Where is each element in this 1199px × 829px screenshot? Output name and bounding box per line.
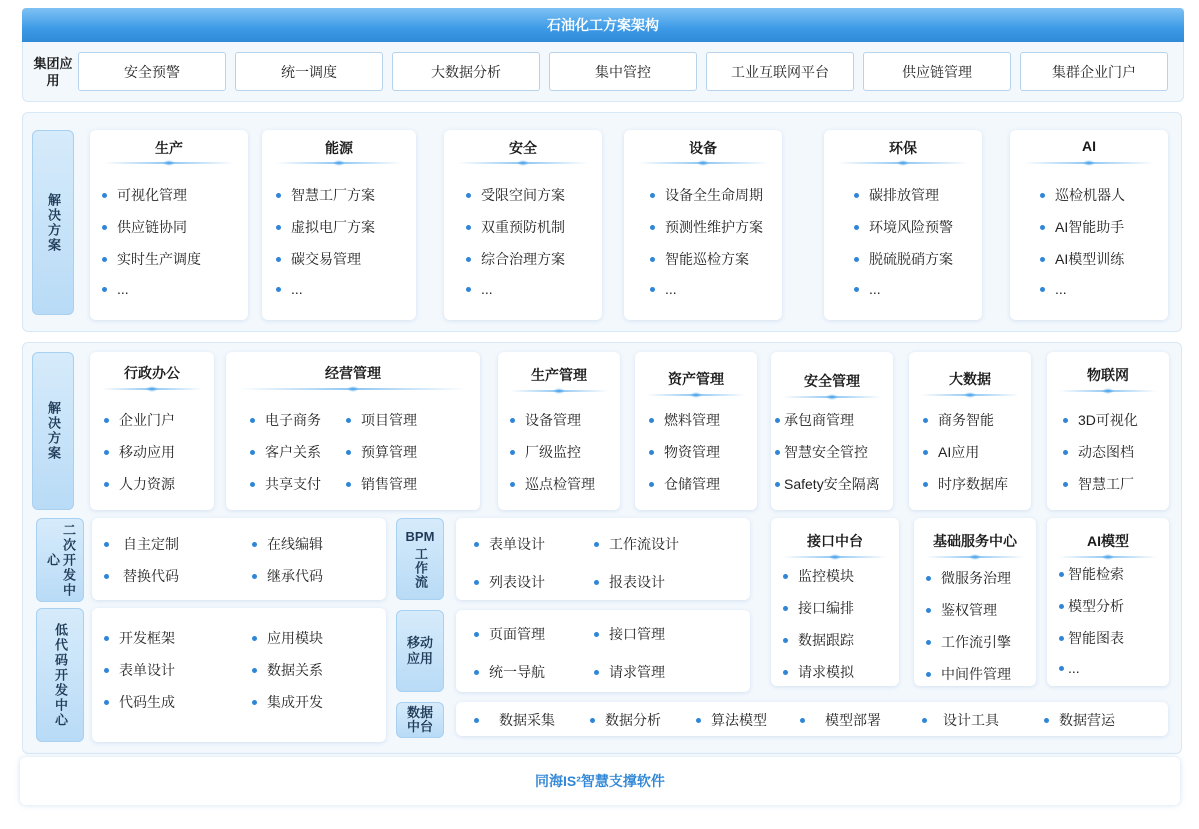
secondary-dev-card <box>92 518 386 600</box>
lowcode-tag: 低代码开发中心 <box>36 608 84 742</box>
group-app-big-data[interactable]: 大数据分析 <box>392 52 540 91</box>
list-item: 双重预防机制 <box>466 217 565 237</box>
list-item: 巡检机器人 <box>1040 185 1125 205</box>
list-item: 报表设计 <box>594 572 665 592</box>
lowcode-card <box>92 608 386 742</box>
page-title: 石油化工方案架构 <box>22 8 1184 42</box>
list-item: AI应用 <box>923 442 979 462</box>
solution-card-environment <box>824 130 982 320</box>
solution-card-safety <box>444 130 602 320</box>
list-item: 实时生产调度 <box>102 249 201 269</box>
list-item: 监控模块 <box>783 566 854 586</box>
list-item: 数据采集 <box>474 710 555 730</box>
group-app-central-control[interactable]: 集中管控 <box>549 52 697 91</box>
interface-hub-title: 接口中台 <box>807 533 863 549</box>
module-card-title: 物联网 <box>1087 367 1129 383</box>
list-item: 企业门户 <box>104 410 175 430</box>
solution-card-title: 设备 <box>689 140 717 156</box>
list-item: 时序数据库 <box>923 474 1008 494</box>
list-item: 设备管理 <box>510 410 581 430</box>
list-item: 页面管理 <box>474 624 545 644</box>
group-app-safety-warning[interactable]: 安全预警 <box>78 52 226 91</box>
group-apps-label: 集团应用 <box>33 56 73 88</box>
list-item: Safety安全隔离 <box>775 474 880 494</box>
module-card-title: 生产管理 <box>531 367 587 383</box>
group-app-unified-dispatch[interactable]: 统一调度 <box>235 52 383 91</box>
list-item: 3D可视化 <box>1063 410 1138 430</box>
solution-card-production <box>90 130 248 320</box>
bpm-tag <box>396 518 444 600</box>
list-item: 中间件管理 <box>926 664 1011 684</box>
list-item: 设计工具 <box>922 710 999 730</box>
list-item: 受限空间方案 <box>466 185 565 205</box>
list-item: 数据跟踪 <box>783 630 854 650</box>
list-item: ... <box>1059 660 1080 676</box>
list-item: 预算管理 <box>346 442 417 462</box>
module-card-admin <box>90 352 214 510</box>
mobile-card <box>456 610 750 692</box>
list-item: ... <box>276 281 303 297</box>
list-item: 供应链协同 <box>102 217 187 237</box>
list-item: 继承代码 <box>252 566 323 586</box>
list-item: 人力资源 <box>104 474 175 494</box>
module-card-production <box>498 352 620 510</box>
solution-card-title: 生产 <box>155 140 183 156</box>
list-item: 承包商管理 <box>775 410 854 430</box>
list-item: 表单设计 <box>474 534 545 554</box>
list-item: 共享支付 <box>250 474 321 494</box>
list-item: ... <box>466 281 493 297</box>
list-item: 动态图档 <box>1063 442 1134 462</box>
list-item: 模型部署 <box>800 710 881 730</box>
list-item: ... <box>650 281 677 297</box>
list-item: ... <box>1040 281 1067 297</box>
list-item: 虚拟电厂方案 <box>276 217 375 237</box>
list-item: 销售管理 <box>346 474 417 494</box>
datahub-card <box>456 702 1168 736</box>
module-card-assets <box>635 352 757 510</box>
list-item: ... <box>854 281 881 297</box>
list-item: 鉴权管理 <box>926 600 997 620</box>
group-app-iiot-platform[interactable]: 工业互联网平台 <box>706 52 854 91</box>
list-item: 综合治理方案 <box>466 249 565 269</box>
module-card-title: 安全管理 <box>804 373 860 389</box>
base-service-card <box>914 518 1036 686</box>
list-item: 巡点检管理 <box>510 474 595 494</box>
list-item: 智慧工厂方案 <box>276 185 375 205</box>
bpm-tag-label: 工作流 <box>413 547 428 589</box>
list-item: 智能图表 <box>1059 628 1124 648</box>
list-item: 数据营运 <box>1044 710 1115 730</box>
solution-card-equipment <box>624 130 782 320</box>
list-item: 电子商务 <box>250 410 321 430</box>
mobile-tag: 移动应用 <box>396 610 444 692</box>
list-item: 请求模拟 <box>783 662 854 682</box>
list-item: 可视化管理 <box>102 185 187 205</box>
list-item: 项目管理 <box>346 410 417 430</box>
solution-card-title: 环保 <box>889 140 917 156</box>
list-item: 在线编辑 <box>252 534 323 554</box>
footer-banner: 同海IS²智慧支撑软件 <box>20 757 1180 805</box>
list-item: AI模型训练 <box>1040 249 1124 269</box>
list-item: 数据分析 <box>590 710 661 730</box>
list-item: 微服务治理 <box>926 568 1011 588</box>
list-item: 预测性维护方案 <box>650 217 763 237</box>
list-item: 商务智能 <box>923 410 994 430</box>
list-item: 智慧安全管控 <box>775 442 868 462</box>
list-item: 替换代码 <box>104 566 179 586</box>
list-item: AI智能助手 <box>1040 217 1124 237</box>
solution-card-energy <box>262 130 416 320</box>
list-item: 环境风险预警 <box>854 217 953 237</box>
interface-hub-card <box>771 518 899 686</box>
solution-card-title: 安全 <box>509 140 537 156</box>
list-item: 表单设计 <box>104 660 175 680</box>
list-item: 智能检索 <box>1059 564 1124 584</box>
list-item: 工作流设计 <box>594 534 679 554</box>
solution-card-ai <box>1010 130 1168 320</box>
list-item: 开发框架 <box>104 628 175 648</box>
list-item: 仓储管理 <box>649 474 720 494</box>
list-item: 设备全生命周期 <box>650 185 763 205</box>
ai-model-card <box>1047 518 1169 686</box>
list-item: 工作流引擎 <box>926 632 1011 652</box>
module-card-title: 资产管理 <box>668 371 724 387</box>
list-item: 集成开发 <box>252 692 323 712</box>
list-item: 统一导航 <box>474 662 545 682</box>
solution-card-title: AI <box>1082 138 1096 154</box>
bpm-card <box>456 518 750 600</box>
list-item: 厂级监控 <box>510 442 581 462</box>
ai-model-title: AI模型 <box>1087 533 1129 549</box>
solution-card-title: 能源 <box>325 140 353 156</box>
list-item: 数据关系 <box>252 660 323 680</box>
list-item: 碳排放管理 <box>854 185 939 205</box>
list-item: 客户关系 <box>250 442 321 462</box>
module-card-business <box>226 352 480 510</box>
base-service-title: 基础服务中心 <box>933 533 1017 549</box>
datahub-tag: 数据中台 <box>396 702 444 738</box>
module-card-safety <box>771 352 893 510</box>
list-item: 应用模块 <box>252 628 323 648</box>
secondary-dev-tag: 二次开发中心 <box>36 518 84 602</box>
group-apps-panel <box>22 42 1184 102</box>
module-card-title: 行政办公 <box>124 365 180 381</box>
solutions-tag: 解决方案 <box>32 130 74 315</box>
list-item: 智能巡检方案 <box>650 249 749 269</box>
solutions2-tag: 解决方案 <box>32 352 74 510</box>
list-item: 移动应用 <box>104 442 175 462</box>
list-item: 碳交易管理 <box>276 249 361 269</box>
list-item: 接口编排 <box>783 598 854 618</box>
list-item: 脱硫脱硝方案 <box>854 249 953 269</box>
bpm-tag-label-top: BPM <box>405 529 435 544</box>
module-card-title: 大数据 <box>949 371 991 387</box>
list-item: 请求管理 <box>594 662 665 682</box>
list-item: 接口管理 <box>594 624 665 644</box>
list-item: 代码生成 <box>104 692 175 712</box>
list-item: 物资管理 <box>649 442 720 462</box>
group-app-enterprise-portal[interactable]: 集群企业门户 <box>1020 52 1168 91</box>
module-card-bigdata <box>909 352 1031 510</box>
list-item: 模型分析 <box>1059 596 1124 616</box>
list-item: ... <box>102 281 129 297</box>
list-item: 列表设计 <box>474 572 545 592</box>
group-app-supply-chain[interactable]: 供应链管理 <box>863 52 1011 91</box>
list-item: 算法模型 <box>696 710 767 730</box>
list-item: 智慧工厂 <box>1063 474 1134 494</box>
list-item: 燃料管理 <box>649 410 720 430</box>
module-card-title: 经营管理 <box>325 365 381 381</box>
list-item: 自主定制 <box>104 534 179 554</box>
module-card-iot <box>1047 352 1169 510</box>
